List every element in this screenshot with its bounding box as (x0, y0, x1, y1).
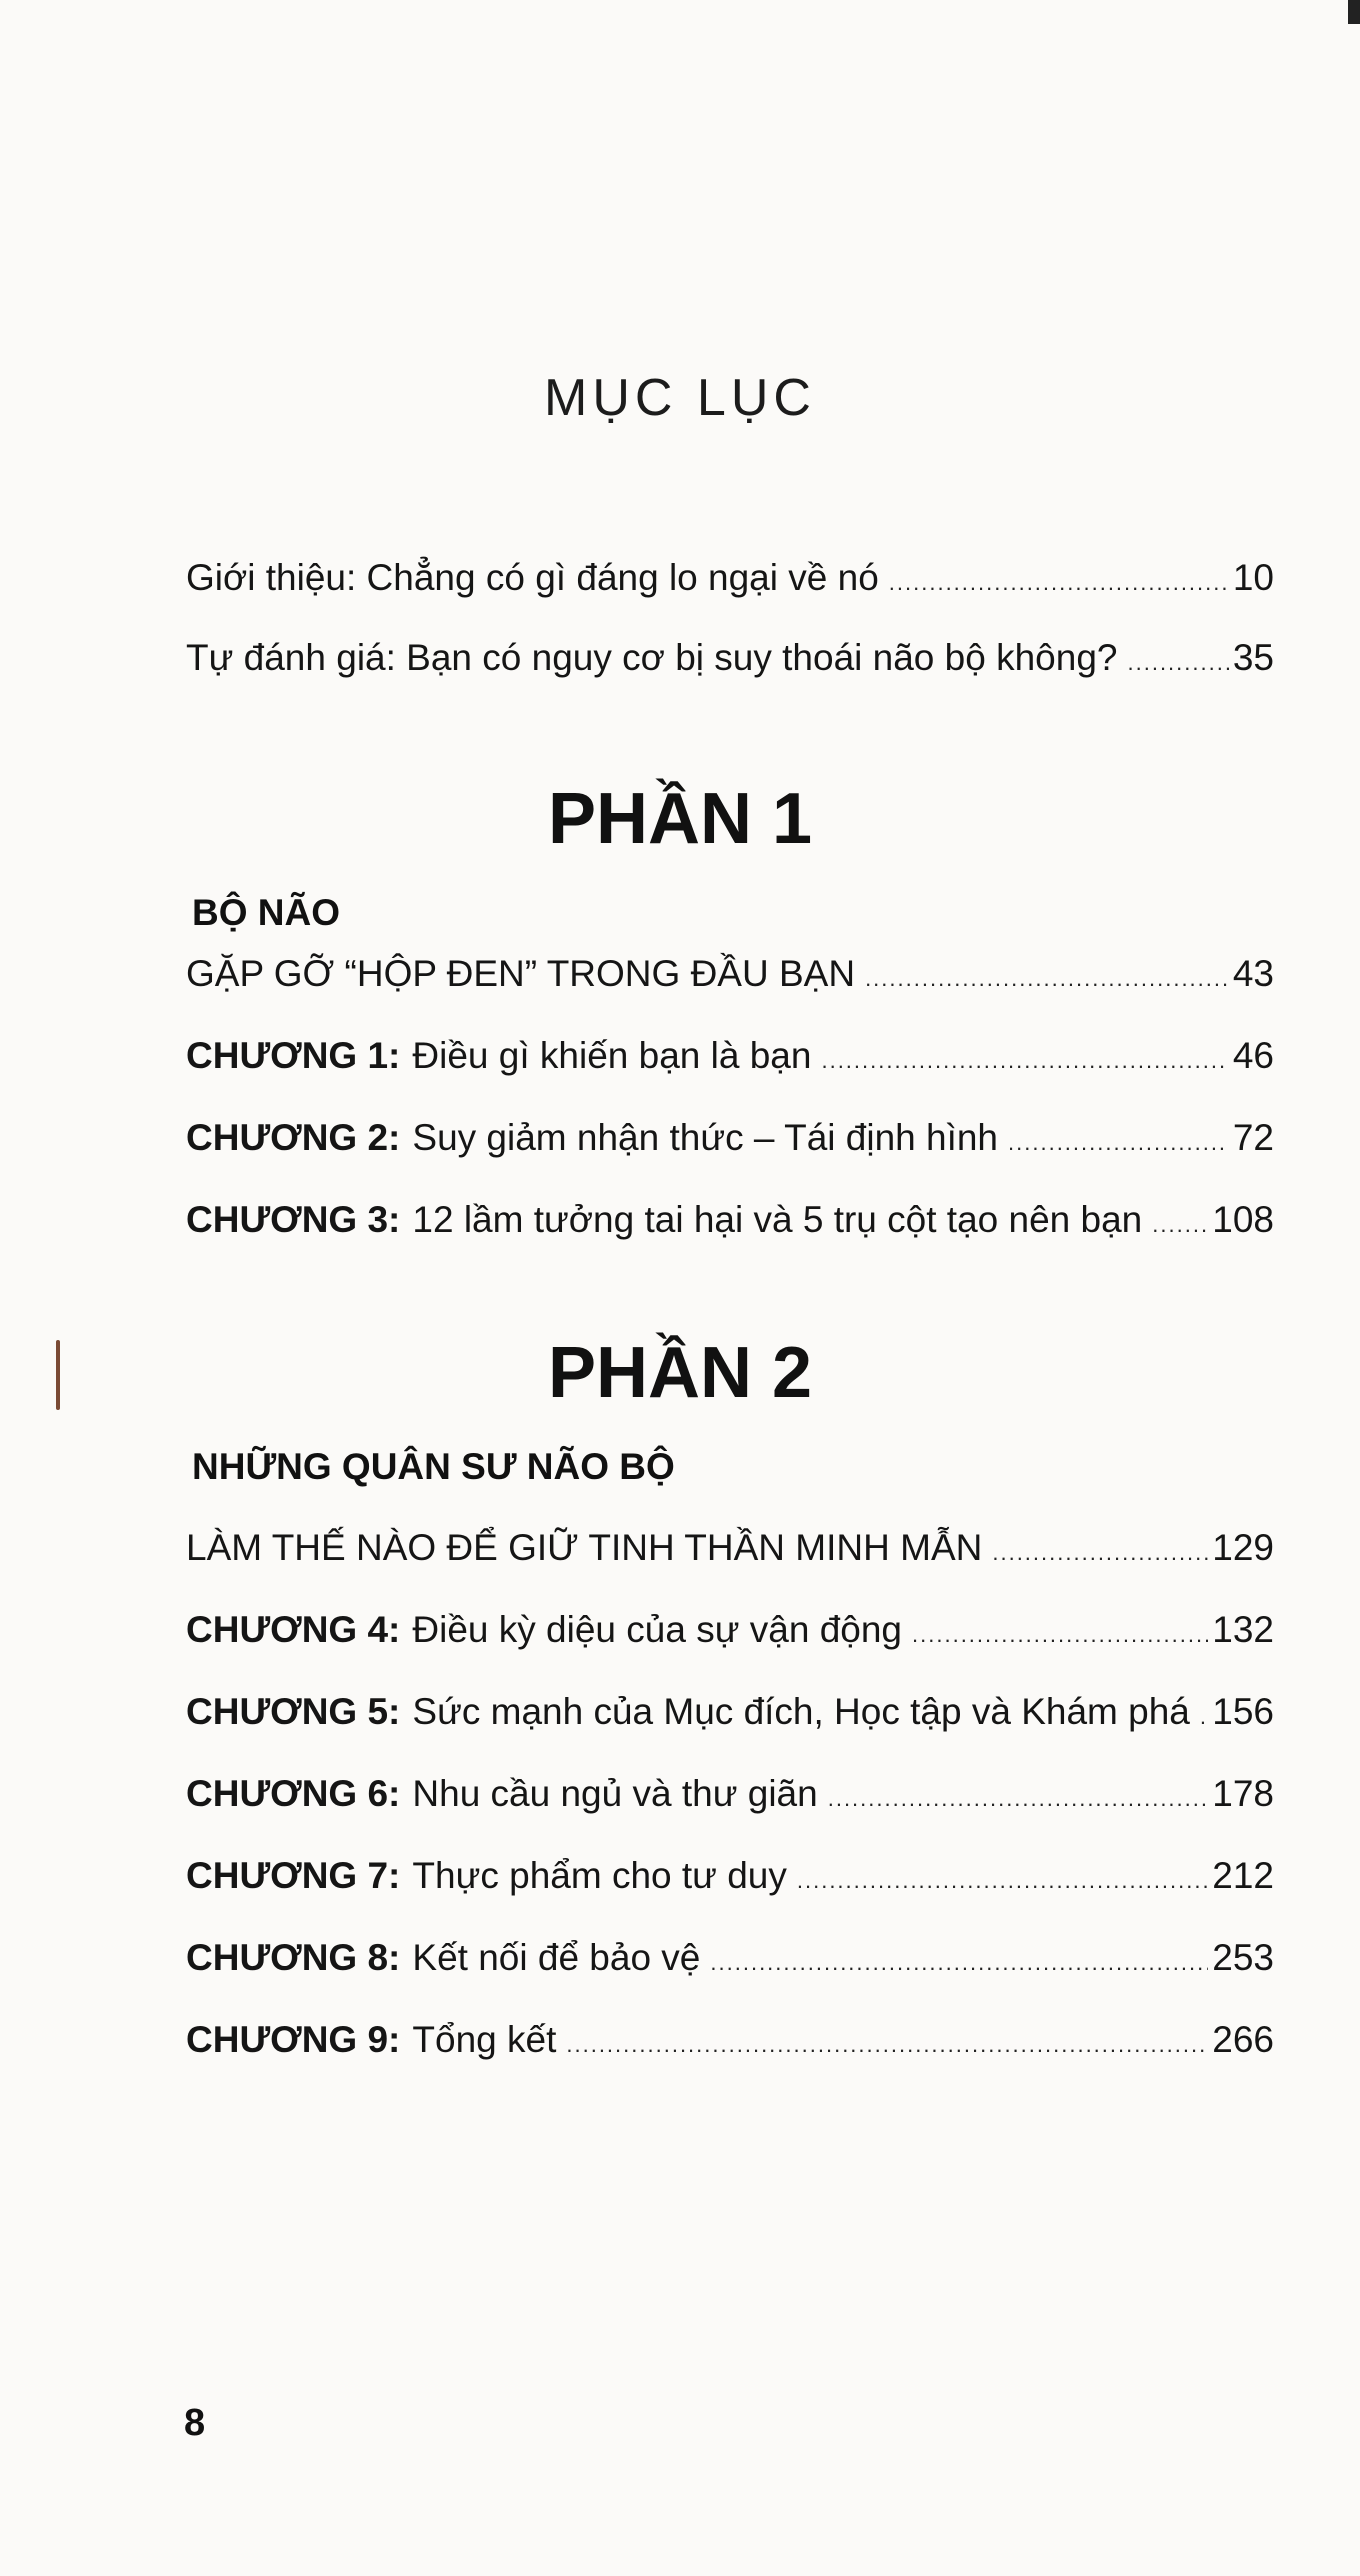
toc-leader-dots (821, 1048, 1228, 1074)
toc-leader-dots (566, 2032, 1208, 2058)
toc-leader-dots (912, 1622, 1208, 1648)
toc-leader-dots (992, 1540, 1208, 1566)
toc-entry (186, 1526, 1274, 1570)
toc-entry-chapter: CHƯƠNG 7: (186, 1855, 401, 1896)
toc-entry (186, 556, 1274, 600)
toc-entry-page: 156 (1212, 1691, 1274, 1732)
toc-leader-dots (1128, 650, 1229, 676)
toc-entry-chapter: CHƯƠNG 1: (186, 1035, 401, 1076)
toc-entry-label: Điều kỳ diệu của sự vận động (412, 1609, 903, 1650)
toc-leader-dots (889, 570, 1229, 596)
toc-entry-page: 108 (1212, 1199, 1274, 1240)
toc-entry (186, 1198, 1274, 1242)
toc-entry-label: Nhu cầu ngủ và thư giãn (412, 1773, 818, 1814)
toc-entry-label: 12 lầm tưởng tai hại và 5 trụ cột tạo nên bạn (412, 1199, 1143, 1240)
toc-entry-label: Thực phẩm cho tư duy (412, 1855, 787, 1896)
toc-entry (186, 1116, 1274, 1160)
toc-entry-page: 132 (1212, 1609, 1274, 1650)
toc-entry (186, 1772, 1274, 1816)
toc-entry-page: 46 (1232, 1035, 1274, 1076)
toc-entry-page: 266 (1212, 2019, 1274, 2060)
toc-leader-dots (1008, 1130, 1229, 1156)
toc-leader-dots (1200, 1704, 1208, 1730)
toc-entry-page: 72 (1232, 1117, 1274, 1158)
toc-entry-label: Điều gì khiến bạn là bạn (412, 1035, 812, 1076)
toc-entry-label: Suy giảm nhận thức – Tái định hình (412, 1117, 999, 1158)
toc-entry (186, 1034, 1274, 1078)
toc-leader-dots (1152, 1212, 1208, 1238)
page-title: MỤC LỤC (544, 369, 816, 427)
toc-leader-dots (828, 1786, 1209, 1812)
toc-entry-label: Tổng kết (412, 2019, 557, 2060)
section-heading: NHỮNG QUÂN SƯ NÃO BỘ (192, 1446, 675, 1487)
toc-entry-page: 212 (1212, 1855, 1274, 1896)
toc-entry (186, 2018, 1274, 2062)
toc-entry-chapter: CHƯƠNG 6: (186, 1773, 401, 1814)
toc-entry-chapter: CHƯƠNG 2: (186, 1117, 401, 1158)
toc-entry (186, 1608, 1274, 1652)
toc-entry-chapter: CHƯƠNG 9: (186, 2019, 401, 2060)
toc-leader-dots (797, 1868, 1208, 1894)
toc-entry-page: 129 (1212, 1527, 1274, 1568)
toc-entry-page: 10 (1232, 557, 1274, 598)
part-heading: PHẦN 2 (547, 1333, 813, 1413)
toc-entry-page: 253 (1212, 1937, 1274, 1978)
corner-mark (1348, 0, 1360, 24)
toc-entry-label: Tự đánh giá: Bạn có nguy cơ bị suy thoái não bộ không? (186, 637, 1118, 678)
toc-entry (186, 952, 1274, 996)
toc-leader-dots (865, 966, 1229, 992)
toc-entry-page: 35 (1232, 637, 1274, 678)
toc-entry-chapter: CHƯƠNG 5: (186, 1691, 401, 1732)
toc-entry-chapter: CHƯƠNG 3: (186, 1199, 401, 1240)
toc-entry-page: 178 (1212, 1773, 1274, 1814)
toc-entry (186, 636, 1274, 680)
toc-entry-label: LÀM THẾ NÀO ĐỂ GIỮ TINH THẦN MINH MẪN (186, 1527, 983, 1568)
toc-entry-chapter: CHƯƠNG 8: (186, 1937, 401, 1978)
toc-entry (186, 1936, 1274, 1980)
toc-entry-page: 43 (1232, 953, 1274, 994)
toc-leader-dots (710, 1950, 1208, 1976)
toc-entry-label: Giới thiệu: Chẳng có gì đáng lo ngại về nó (186, 557, 879, 598)
page-number: 8 (184, 2402, 206, 2444)
toc-entry-chapter: CHƯƠNG 4: (186, 1609, 401, 1650)
toc-entry (186, 1690, 1274, 1734)
toc-entry (186, 1854, 1274, 1898)
part-heading: PHẦN 1 (547, 779, 813, 859)
toc-entry-label: Sức mạnh của Mục đích, Học tập và Khám phá (412, 1691, 1190, 1732)
toc-entry-label: Kết nối để bảo vệ (412, 1937, 701, 1978)
section-heading: BỘ NÃO (192, 892, 340, 933)
toc-entry-label: GẶP GỠ “HỘP ĐEN” TRONG ĐẦU BẠN (186, 953, 856, 994)
